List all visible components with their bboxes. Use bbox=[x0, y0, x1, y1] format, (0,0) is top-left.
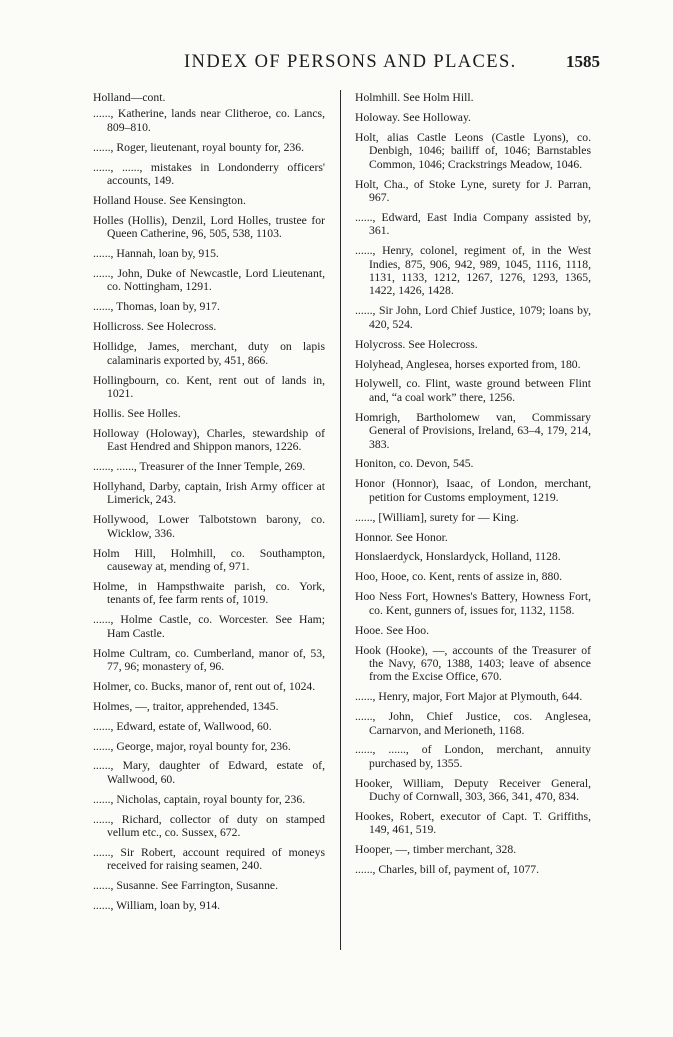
index-entry: ......, ......, Treasurer of the Inner Temple, 269. bbox=[93, 460, 306, 474]
index-entry: Holm Hill, Holmhill, co. Southampton, causeway at, mending of, 971. bbox=[93, 546, 325, 573]
index-entry: ......, William, loan by, 914. bbox=[93, 899, 221, 913]
index-entry: Hooker, William, Deputy Receiver General, Duchy of Cornwall, 303, 366, 341, 470, 834. bbox=[355, 776, 591, 804]
page-title: INDEX OF PERSONS AND PLACES. bbox=[184, 52, 517, 72]
index-entry: ......, Edward, estate of, Wallwood, 60. bbox=[93, 719, 272, 733]
page-number: 1585 bbox=[566, 52, 600, 71]
index-entry: Holycross. See Holecross. bbox=[355, 337, 478, 351]
index-entry: Hollis. See Holles. bbox=[93, 406, 181, 420]
index-entry: ......, ......, of London, merchant, annuity purchased by, 1355. bbox=[355, 743, 591, 770]
index-entry: ......, Mary, daughter of Edward, estate of, Wallwood, 60. bbox=[93, 759, 325, 786]
index-entry: Holland House. See Kensington. bbox=[93, 193, 246, 207]
index-entry: ......, Henry, major, Fort Major at Plymouth, 644. bbox=[355, 690, 583, 704]
index-entry: Holme Cultram, co. Cumberland, manor of, 53, 77, 96; monastery of, 96. bbox=[93, 646, 325, 673]
index-entry: Hollicross. See Holecross. bbox=[93, 320, 217, 334]
index-entry: Hook (Hooke), —, accounts of the Treasurer of the Navy, 670, 1388, 1403; leave of absence from the Excise Office, 670. bbox=[355, 643, 591, 684]
index-entry: ......, Richard, collector of duty on stamped vellum etc., co. Sussex, 672. bbox=[93, 812, 325, 840]
column-divider bbox=[340, 90, 341, 950]
index-entry: ......, Sir John, Lord Chief Justice, 1079; loans by, 420, 524. bbox=[355, 304, 591, 331]
index-entry: ......, ......, mistakes in Londonderry officers' accounts, 149. bbox=[93, 160, 325, 188]
index-entry: ......, Roger, lieutenant, royal bounty for, 236. bbox=[93, 140, 305, 154]
index-entry: ......, George, major, royal bounty for, 236. bbox=[93, 739, 291, 753]
index-entry: Honiton, co. Devon, 545. bbox=[355, 457, 474, 471]
index-entry: Honor (Honnor), Isaac, of London, merchant, petition for Customs employment, 1219. bbox=[355, 477, 591, 504]
index-entry: Hoo Ness Fort, Hownes's Battery, Howness Fort, co. Kent, gunners of, issues for, 1132, 1158. bbox=[355, 590, 591, 617]
index-entry: Holywell, co. Flint, waste ground between Flint and, “a coal work” there, 1256. bbox=[355, 377, 591, 404]
index-entry: Holmhill. See Holm Hill. bbox=[355, 91, 474, 104]
index-entry: Holmes, —, traitor, apprehended, 1345. bbox=[93, 699, 279, 713]
index-entry: Honnor. See Honor. bbox=[355, 530, 448, 544]
index-entry: Hookes, Robert, executor of Capt. T. Griffiths, 149, 461, 519. bbox=[355, 810, 591, 837]
right-index-column bbox=[355, 91, 591, 883]
index-entry: ......, Hannah, loan by, 915. bbox=[93, 247, 219, 261]
index-entry: ......, Thomas, loan by, 917. bbox=[93, 300, 220, 314]
index-entry: ......, [William], surety for — King. bbox=[355, 510, 519, 524]
index-entry: ......, Sir Robert, account required of moneys received for raising seamen, 240. bbox=[93, 845, 325, 873]
index-entry: Hollywood, Lower Talbotstown barony, co. Wicklow, 336. bbox=[93, 513, 325, 540]
index-entry: ......, Edward, East India Company assisted by, 361. bbox=[355, 210, 591, 238]
index-entry: Holyhead, Anglesea, horses exported from, 180. bbox=[355, 357, 581, 371]
index-entry: Honslaerdyck, Honslardyck, Holland, 1128. bbox=[355, 550, 561, 564]
index-entry: ......, Henry, colonel, regiment of, in the West Indies, 875, 906, 942, 989, 1045, 1116, 1118, 1131, 1133, 1212, 1267, 1276, 1293, 1365, 1422, 1426, 1428. bbox=[355, 244, 591, 298]
index-entry: Hollidge, James, merchant, duty on lapis calaminaris exported by, 451, 866. bbox=[93, 340, 325, 367]
index-entry: Holt, Cha., of Stoke Lyne, surety for J. Parran, 967. bbox=[355, 177, 591, 204]
index-entry: ......, Susanne. See Farrington, Susanne. bbox=[93, 879, 279, 893]
index-entry: ......, Nicholas, captain, royal bounty for, 236. bbox=[93, 792, 306, 806]
index-entry: Holt, alias Castle Leons (Castle Lyons), co. Denbigh, 1046; bailiff of, 1046; Barnstables Common, 1046; Crackstrings Meadow, 1046. bbox=[355, 130, 591, 171]
page-header bbox=[170, 52, 600, 78]
index-entry: Hollyhand, Darby, captain, Irish Army officer at Limerick, 243. bbox=[93, 479, 325, 507]
index-entry: Hoo, Hooe, co. Kent, rents of assize in, 880. bbox=[355, 570, 563, 584]
index-entry: ......, Charles, bill of, payment of, 1077. bbox=[355, 863, 540, 877]
index-entry: ......, Katherine, lands near Clitheroe, co. Lancs, 809–810. bbox=[93, 107, 325, 134]
index-entry: Homrigh, Bartholomew van, Commissary General of Provisions, Ireland, 63–4, 179, 214, 383. bbox=[355, 410, 591, 451]
index-entry: Holoway. See Holloway. bbox=[355, 110, 471, 124]
index-entry: ......, John, Duke of Newcastle, Lord Lieutenant, co. Nottingham, 1291. bbox=[93, 267, 325, 294]
index-entry: Holloway (Holoway), Charles, stewardship of East Hendred and Shippon manors, 1226. bbox=[93, 426, 325, 454]
index-entry: Holles (Hollis), Denzil, Lord Holles, trustee for Queen Catherine, 96, 505, 538, 1103. bbox=[93, 213, 325, 241]
left-index-column bbox=[93, 91, 325, 919]
index-entry: ......, John, Chief Justice, cos. Anglesea, Carnarvon, and Merioneth, 1168. bbox=[355, 710, 591, 737]
index-entry: Hooper, —, timber merchant, 328. bbox=[355, 843, 517, 857]
index-entry: Hollingbourn, co. Kent, rent out of lands in, 1021. bbox=[93, 373, 325, 400]
index-entry: Hooe. See Hoo. bbox=[355, 623, 430, 637]
index-entry: Holmer, co. Bucks, manor of, rent out of, 1024. bbox=[93, 679, 316, 693]
index-entry: Holland—cont. bbox=[93, 91, 166, 104]
index-entry: ......, Holme Castle, co. Worcester. See Ham; Ham Castle. bbox=[93, 613, 325, 640]
index-entry: Holme, in Hampsthwaite parish, co. York, tenants of, fee farm rents of, 1019. bbox=[93, 579, 325, 607]
